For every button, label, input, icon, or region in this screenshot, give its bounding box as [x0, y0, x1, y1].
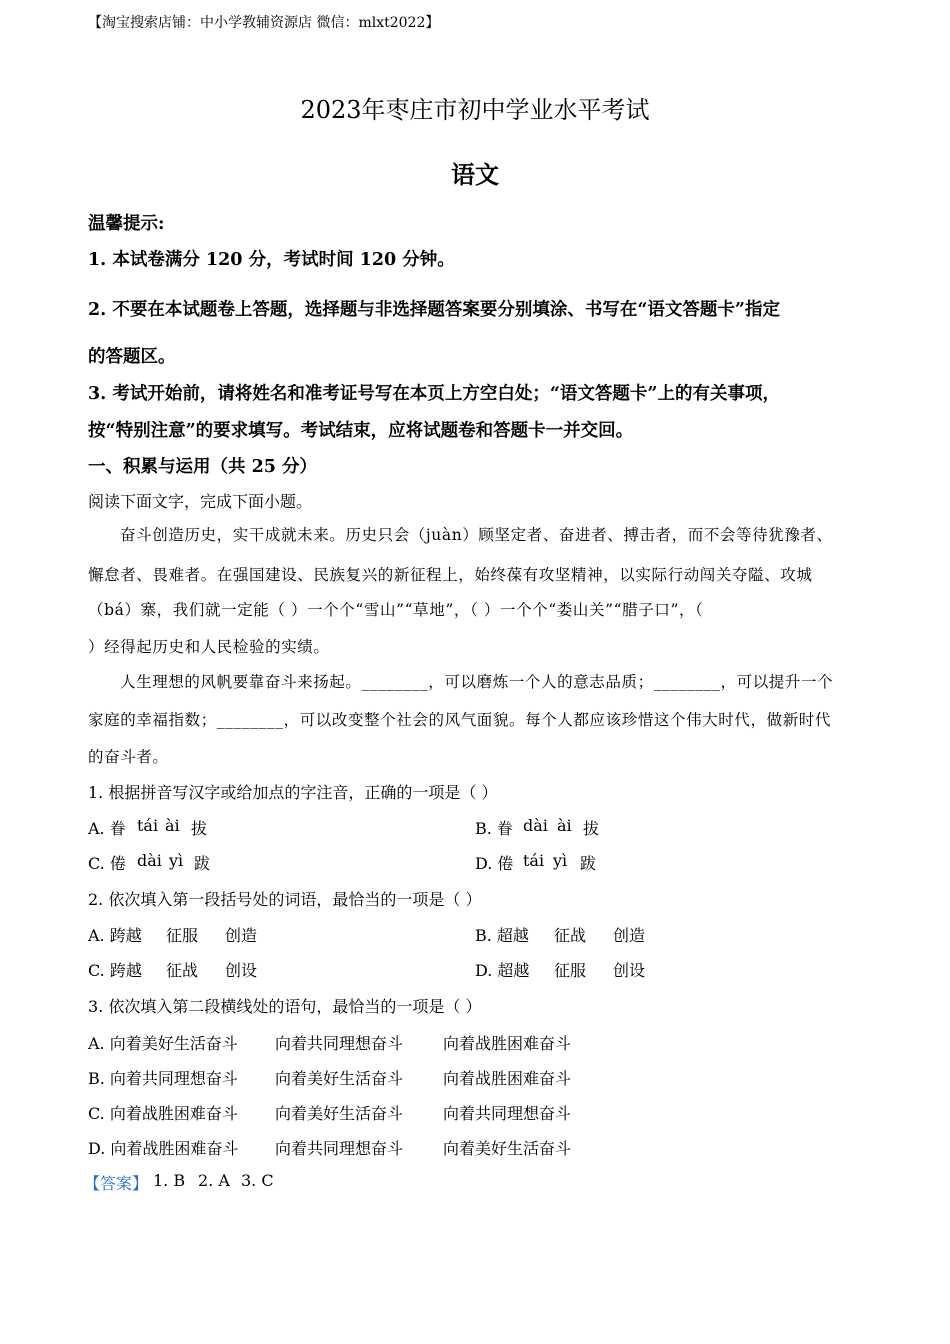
answer-1: 1. B	[153, 1171, 186, 1190]
passage-1-line-4: ）经得起历史和人民检验的实绩。	[88, 638, 330, 656]
tip-3-line-1: 3. 考试开始前，请将姓名和准考证号写在本页上方空白处；“语文答题卡”上的有关事项，	[88, 384, 780, 404]
subject-title: 语文	[451, 160, 499, 189]
question-1-stem: 1. 根据拼音写汉字或给加点的字注音，正确的一项是（ ）	[88, 783, 498, 802]
tip-3-line-2: 按“特别注意”的要求填写。考试结束，应将试题卷和答题卡一并交回。	[88, 421, 634, 441]
passage-2-line-3: 的奋斗者。	[88, 748, 169, 766]
passage-1-line-1: 奋斗创造历史，实干成就未来。历史只会（juàn）顾坚定者、奋进者、搏击者，而不会等待犹豫者、	[120, 526, 833, 544]
header-watermark: 【淘宝搜索店铺：中小学教辅资源店 微信：mlxt2022】	[88, 15, 440, 31]
exam-title: 2023年枣庄市初中学业水平考试	[300, 96, 650, 124]
tip-1: 1. 本试卷满分 120 分，考试时间 120 分钟。	[88, 250, 455, 270]
tips-heading: 温馨提示:	[88, 214, 165, 234]
passage-2-line-1: 人生理想的风帆要靠奋斗来扬起。________，可以磨炼一个人的意志品质；________，可以提升一个	[120, 673, 834, 691]
passage-1-line-3: （bá）寨，我们就一定能（ ）一个个“雪山”“草地”，（ ）一个个“娄山关”“腊子口”，（	[88, 601, 704, 619]
tip-2-line-1: 2. 不要在本试题卷上答题，选择题与非选择题答案要分别填涂、书写在“语文答题卡”指定	[88, 300, 780, 320]
tip-2-line-2: 的答题区。	[88, 347, 176, 367]
question-2-stem: 2. 依次填入第一段括号处的词语，最恰当的一项是（ ）	[88, 890, 482, 909]
reading-instruction: 阅读下面文字，完成下面小题。	[88, 492, 313, 511]
answer-3: 3. C	[241, 1171, 274, 1190]
passage-2-line-2: 家庭的幸福指数；________，可以改变整个社会的风气面貌。每个人都应该珍惜这个伟大时代，做新时代	[88, 711, 832, 729]
answer-2: 2. A	[198, 1171, 230, 1190]
answer-label: 【答案】	[84, 1174, 149, 1193]
section-heading: 一、积累与运用（共 25 分）	[88, 457, 318, 477]
question-3-stem: 3. 依次填入第二段横线处的语句，最恰当的一项是（ ）	[88, 997, 482, 1016]
passage-1-line-2: 懈怠者、畏难者。在强国建设、民族复兴的新征程上，始终葆有攻坚精神，以实际行动闯关夺隘、攻城	[88, 566, 813, 584]
